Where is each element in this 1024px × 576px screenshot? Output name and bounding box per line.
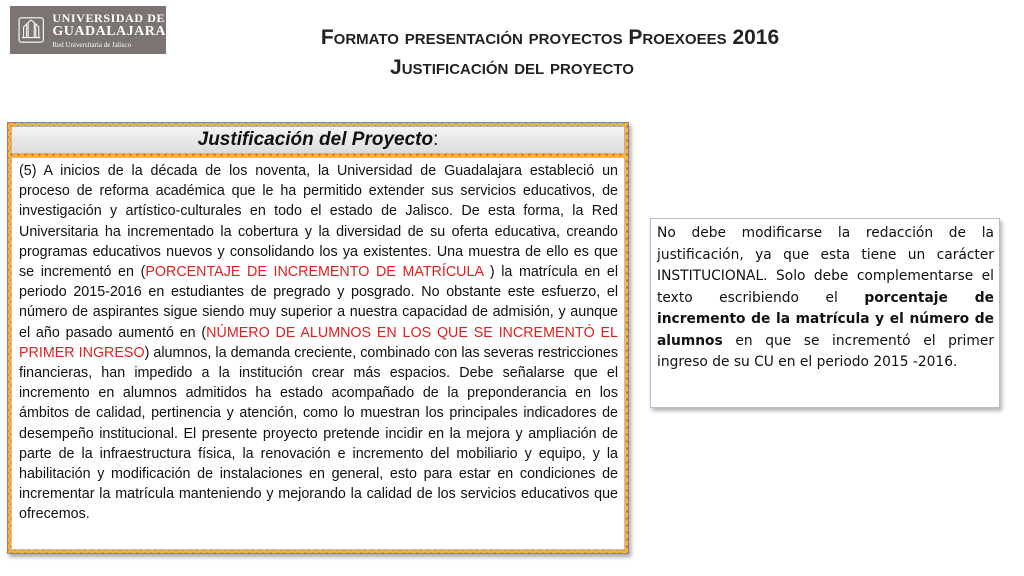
note-text-part-2: en que se incrementó el primer ingreso de su CU en el periodo 2015 -2016. xyxy=(657,332,994,370)
placeholder-student-count: NÚMERO DE ALUMNOS EN LOS QUE SE INCREMENTÓ EL PRIMER INGRESO xyxy=(19,324,618,361)
logo-line-2: GUADALAJARA xyxy=(52,23,166,39)
justification-text-part-2: ) la matrícula en el periodo 2015-2016 en estudiantes de pregrado y posgrado. No obstante este esfuerzo, el número de aspirantes sigue siendo muy superior a nuestra capacidad de admisión, y aunque el año pasado aumentó en ( xyxy=(19,264,618,341)
panel-header-title: Justificación del Proyecto xyxy=(197,129,434,150)
panel-header xyxy=(11,126,625,154)
logo-line-1: UNIVERSIDAD DE xyxy=(52,10,166,25)
justification-text xyxy=(11,157,625,550)
instruction-note xyxy=(650,218,1000,408)
slide-subtitle: Justificación del proyecto xyxy=(390,56,634,79)
placeholder-percentage: PORCENTAJE DE INCREMENTO DE MATRÍCULA xyxy=(145,264,484,281)
justification-text-part-1: (5) A inicios de la década de los noventa, la Universidad de Guadalajara estableció un proceso de reforma académica que le ha permitido extender sus servicios educativos, de investigación y artístico-culturales en todo el estado de Jalisco. De esta forma, la Red Universitaria ha incrementado la cobertura y la diversidad de su oferta educativa, creando programas educativos nuevos y consolidando los ya existentes. Una muestra de ello es que se incrementó en ( xyxy=(19,163,618,281)
slide-title: Formato presentación proyectos Proexoees 2016 xyxy=(320,26,780,49)
panel-header-colon: : xyxy=(433,129,439,150)
justification-panel xyxy=(7,122,629,554)
logo-line-3: Red Universitaria de Jalisco xyxy=(52,40,132,49)
note-text-part-1: No debe modificarse la redacción de la justificación, ya que esta tiene un carácter INSTITUCIONAL. Solo debe complementarse el texto escribiendo el xyxy=(657,225,994,306)
justification-text-part-3: ) alumnos, la demanda creciente, combinado con las severas restricciones financieras, han impedido a la institución crear más espacios. Debe señalarse que el incremento en alumnos admitidos ha estado acompañado de la preponderancia en los ámbitos de calidad, pertinencia y atención, como lo muestran los principales indicadores de desempeño institucional. El presente proyecto pretende incidir en la mejora y ampliación de parte de la infraestructura física, la renovación e incremento del mobiliario y equipo, y la habilitación y modificación de instalaciones en general, esto para estar en condiciones de incrementar la matrícula manteniendo y mejorando la calidad de los servicios educativos que ofrecemos. xyxy=(19,344,618,523)
note-bold-text: porcentaje de incremento de la matrícula y el número de alumnos xyxy=(657,289,994,349)
